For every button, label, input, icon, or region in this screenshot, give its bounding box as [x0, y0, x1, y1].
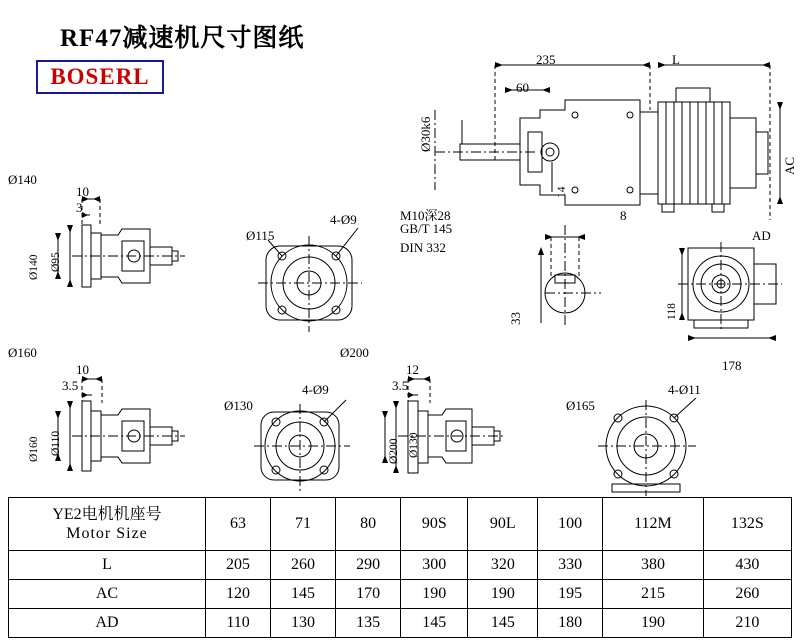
table-rowhead-line1: YE2电机机座号 — [52, 506, 162, 523]
dim-AD-label: AD — [752, 228, 771, 243]
dim-178-label: 178 — [722, 358, 742, 373]
table-cell: 190 — [468, 580, 538, 609]
table-cell: 120 — [206, 580, 271, 609]
dim-10b-label: 10 — [76, 362, 89, 377]
table-rowhead-AD: AD — [9, 609, 206, 638]
table-cell: 80 — [336, 498, 401, 551]
dim-14-label: 14 — [556, 186, 568, 198]
dim-33-label: 33 — [508, 312, 523, 325]
flange-d200-top-label: Ø200 — [340, 345, 369, 360]
table-row — [9, 551, 792, 580]
dim-L-label: L — [672, 52, 680, 67]
flange-d140-top-label: Ø140 — [8, 172, 37, 187]
dim-10-label: 10 — [76, 184, 89, 199]
table-cell: 260 — [271, 551, 336, 580]
table-cell: 71 — [271, 498, 336, 551]
table-cell: 430 — [703, 551, 791, 580]
table-cell: 145 — [468, 609, 538, 638]
flange-d140-side-label: Ø140 — [28, 254, 40, 280]
table-cell: 132S — [703, 498, 791, 551]
brand-logo-text: BOSERL — [50, 64, 150, 89]
table-row — [9, 609, 792, 638]
dim-35b-label: 3.5 — [392, 378, 409, 393]
table-cell: 195 — [538, 580, 603, 609]
table-rowhead-line2: Motor Size — [66, 525, 148, 542]
flange-d200-side-label: Ø200 — [388, 438, 400, 464]
flange-d160-side-label: Ø160 — [28, 436, 40, 462]
holes-4xd9-b-label: 4-Ø9 — [302, 382, 329, 397]
thread-note-line1: M10深28 — [400, 208, 451, 223]
flange-165-front-view — [592, 398, 717, 498]
table-cell: 290 — [336, 551, 401, 580]
motor-size-table — [8, 497, 792, 638]
table-cell: 170 — [336, 580, 401, 609]
table-cell: 145 — [401, 609, 468, 638]
dim-AC-label: AC — [782, 156, 797, 175]
holes-4xd11-label: 4-Ø11 — [668, 382, 701, 397]
dim-118-label: 118 — [666, 303, 678, 320]
dim-60-label: 60 — [516, 80, 529, 95]
table-cell: 190 — [603, 609, 704, 638]
flange-d160-top-label: Ø160 — [8, 345, 37, 360]
dim-35-label: 3.5 — [62, 378, 79, 393]
flange-160-side-view — [10, 365, 200, 480]
flange-130-front-view — [246, 398, 371, 498]
table-cell: 210 — [703, 609, 791, 638]
table-cell: 112M — [603, 498, 704, 551]
table-cell: 110 — [206, 609, 271, 638]
table-cell: 260 — [703, 580, 791, 609]
dim-12-label: 12 — [406, 362, 419, 377]
table-row — [9, 580, 792, 609]
shaft-diameter-label: Ø30k6 — [418, 116, 433, 152]
table-cell: 90S — [401, 498, 468, 551]
dim-8-label: 8 — [620, 208, 627, 223]
table-cell: 205 — [206, 551, 271, 580]
flange-d130-label: Ø130 — [224, 398, 253, 413]
table-rowhead-motor-size — [9, 498, 206, 551]
table-rowhead-AC: AC — [9, 580, 206, 609]
motor-end-view — [672, 238, 792, 348]
flange-d110-label: Ø110 — [50, 430, 62, 456]
table-rowhead-L: L — [9, 551, 206, 580]
table-cell: 215 — [603, 580, 704, 609]
table-cell: 63 — [206, 498, 271, 551]
dim-3-label: 3 — [76, 200, 83, 215]
flange-d130b-label: Ø130 — [408, 432, 420, 458]
flange-140-side-view — [10, 185, 200, 300]
table-cell: 190 — [401, 580, 468, 609]
table-cell: 180 — [538, 609, 603, 638]
thread-note-line3: DIN 332 — [400, 240, 446, 255]
table-cell: 300 — [401, 551, 468, 580]
flange-d115-label: Ø115 — [246, 228, 275, 243]
flange-d165-label: Ø165 — [566, 398, 595, 413]
table-row — [9, 498, 792, 551]
flange-d95-label: Ø95 — [50, 252, 62, 272]
table-cell: 330 — [538, 551, 603, 580]
table-cell: 90L — [468, 498, 538, 551]
page-title: RF47减速机尺寸图纸 — [60, 25, 305, 52]
brand-logo — [36, 60, 164, 94]
table-cell: 380 — [603, 551, 704, 580]
table-cell: 145 — [271, 580, 336, 609]
dim-235-label: 235 — [536, 52, 556, 67]
thread-note-line2: GB/T 145 — [400, 221, 453, 236]
holes-4xd9-a-label: 4-Ø9 — [330, 212, 357, 227]
table-cell: 135 — [336, 609, 401, 638]
table-cell: 130 — [271, 609, 336, 638]
table-cell: 100 — [538, 498, 603, 551]
table-cell: 320 — [468, 551, 538, 580]
